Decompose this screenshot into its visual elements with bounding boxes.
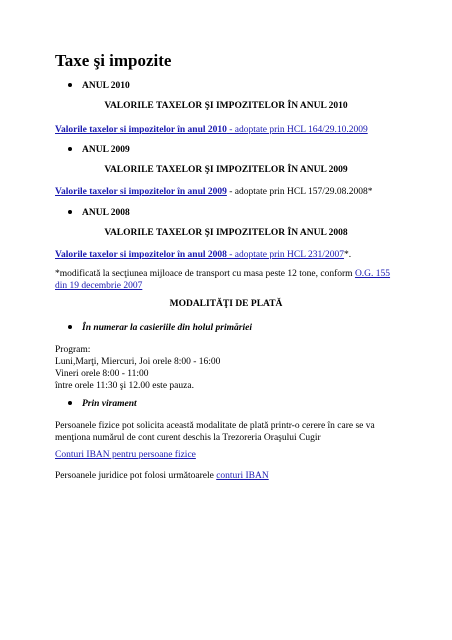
asterisk-note: *. (343, 250, 352, 260)
transfer-method-label: Prin virament (82, 399, 137, 409)
year-bullet-2010 (68, 80, 130, 92)
og-155-link[interactable]: O.G. 155 din 19 decembrie 2007 (55, 269, 391, 291)
iban-individuals-link[interactable]: Conturi IBAN pentru persoane fizice (55, 450, 196, 460)
schedule-line-2: Vineri orele 8:00 - 11:00 (55, 369, 149, 379)
cash-method-label: În numerar la casieriile din holul primăriei (82, 323, 252, 333)
payment-method-transfer (68, 398, 137, 410)
bullet-dot (68, 401, 72, 405)
hcl-2008-link[interactable]: - adoptate prin HCL 231/2007 (226, 250, 344, 260)
program-label: Program: (55, 345, 91, 355)
iban-fizice-row (55, 449, 400, 461)
taxes-2009-link[interactable]: Valorile taxelor si impozitelor în anul 2009 (55, 187, 227, 197)
bullet-dot (68, 325, 72, 329)
section-heading-2009: VALORILE TAXELOR ŞI IMPOZITELOR ÎN ANUL 2009 (104, 165, 348, 175)
legal-entities-text: Persoanele juridice pot folosi următoarele (55, 471, 217, 481)
modification-note (55, 268, 400, 292)
year-label: ANUL 2010 (82, 81, 130, 91)
year-label: ANUL 2008 (82, 208, 130, 218)
schedule-line-3: între orele 11:30 şi 12.00 este pauza. (55, 381, 194, 391)
bullet-dot (68, 83, 72, 87)
section-link-row-2008 (55, 249, 400, 261)
schedule-block (55, 344, 400, 392)
bullet-dot (68, 210, 72, 214)
taxes-2010-link[interactable]: Valorile taxelor si impozitelor în anul 2010 (55, 125, 227, 135)
section-link-row-2010 (55, 124, 400, 136)
note-text: *modificată la secţiunea mijloace de transport cu masa peste 12 tone, conform (55, 269, 355, 279)
section-heading-2008: VALORILE TAXELOR ŞI IMPOZITELOR ÎN ANUL 2008 (104, 228, 348, 238)
payment-heading: MODALITĂŢI DE PLATĂ (169, 299, 283, 309)
year-bullet-2009 (68, 144, 130, 156)
page-title: Taxe şi impozite (55, 51, 172, 70)
section-link-row-2009 (55, 186, 400, 198)
bullet-dot (68, 147, 72, 151)
year-label: ANUL 2009 (82, 145, 130, 155)
iban-juridice-row (55, 470, 400, 482)
year-bullet-2008 (68, 207, 130, 219)
schedule-line-1: Luni,Marţi, Miercuri, Joi orele 8:00 - 16:00 (55, 357, 221, 367)
section-heading-2010: VALORILE TAXELOR ŞI IMPOZITELOR ÎN ANUL 2010 (104, 101, 348, 111)
hcl-2010-link[interactable]: - adoptate prin HCL 164/29.10.2009 (226, 125, 368, 135)
payment-method-cash (68, 322, 252, 334)
transfer-description: Persoanele fizice pot solicita această modalitate de plată printr-o cerere în care se va menţiona numărul de cont curent deschis la Trezoreria Oraşului Cugir (55, 421, 375, 443)
iban-legal-link[interactable]: conturi IBAN (216, 471, 269, 481)
taxes-2008-link[interactable]: Valorile taxelor si impozitelor în anul 2008 (55, 250, 227, 260)
hcl-2009-text: - adoptate prin HCL 157/29.08.2008* (226, 187, 373, 197)
